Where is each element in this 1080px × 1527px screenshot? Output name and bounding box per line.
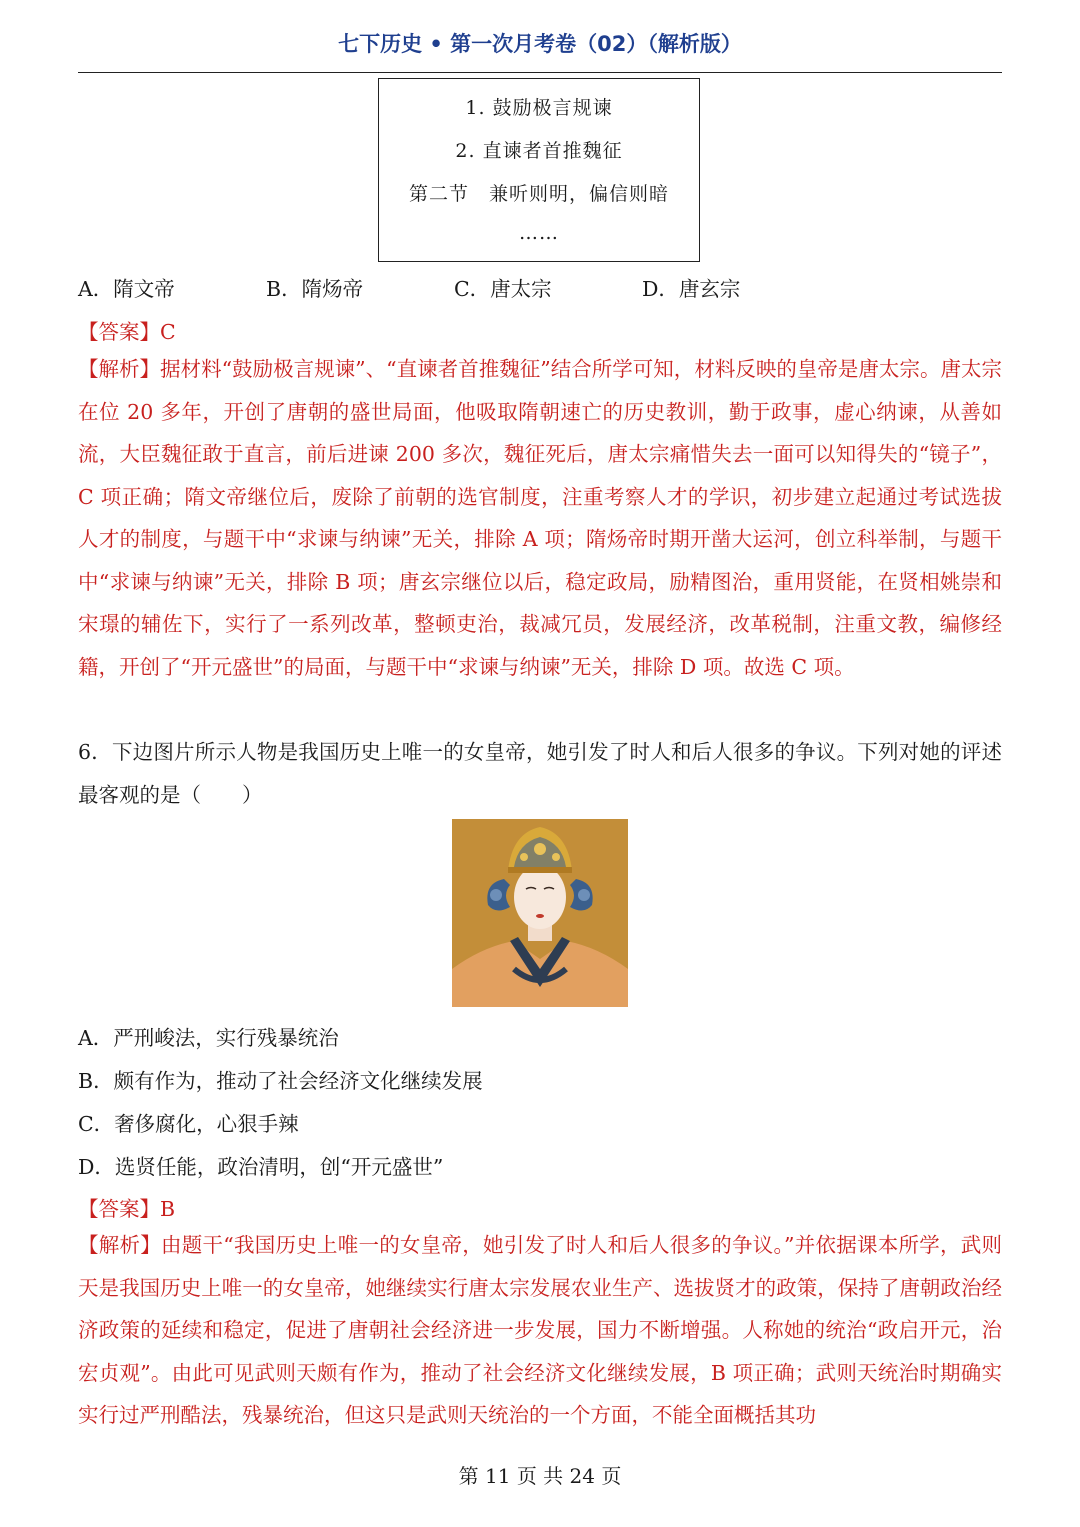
textbook-toc-box — [378, 78, 700, 262]
header-divider — [78, 72, 1002, 73]
toc-line-4: …… — [519, 222, 559, 244]
q5-option-c: C．唐太宗 — [454, 277, 552, 301]
page-number: 第 11 页 共 24 页 — [458, 1464, 622, 1488]
toc-line-2: 2. 直谏者首推魏征 — [455, 140, 623, 162]
q5-analysis: 【解析】据材料“鼓励极言规谏”、“直谏者首推魏征”结合所学可知，材料反映的皇帝是唐太宗。唐太宗在位 20 多年，开创了唐朝的盛世局面，他吸取隋朝速亡的历史教训，勤于政事，虚心纳谏，从善如流，大臣魏征敢于直言，前后进谏 200 多次，魏征死后，唐太宗痛惜失去一面可以知得失的“镜子”，C 项正确；隋文帝继位后，废除了前朝的选官制度，注重考察人才的学识，初步建立起通过考试选拔人才的制度，与题干中“求谏与纳谏”无关，排除 A 项；隋炀帝时期开凿大运河，创立科举制，与题干中“求谏与纳谏”无关，排除 B 项；唐玄宗继位以后，稳定政局，励精图治，重用贤能，在贤相姚崇和宋璟的辅佐下，实行了一系列改革，整顿吏治，裁减冗员，发展经济，改革税制，注重文教，编修经籍，开创了“开元盛世”的局面，与题干中“求谏与纳谏”无关，排除 D 项。故选 C 项。 — [78, 357, 1002, 679]
page-header-title: 七下历史 • 第一次月考卷（02）（解析版） — [338, 32, 742, 56]
toc-line-3: 第二节 兼听则明，偏信则暗 — [408, 183, 669, 205]
q5-option-d: D．唐玄宗 — [642, 277, 741, 301]
empress-wu-portrait — [452, 819, 628, 1007]
q5-option-b: B．隋炀帝 — [266, 277, 364, 301]
toc-line-1: 1. 鼓励极言规谏 — [465, 97, 613, 119]
q6-option-b: B．颇有作为，推动了社会经济文化继续发展 — [78, 1069, 483, 1093]
q5-options — [78, 272, 1002, 301]
q6-analysis: 【解析】由题干“我国历史上唯一的女皇帝，她引发了时人和后人很多的争议。”并依据课本所学，武则天是我国历史上唯一的女皇帝，她继续实行唐太宗发展农业生产、选拔贤才的政策，保持了唐朝政治经济政策的延续和稳定，促进了唐朝社会经济进一步发展，国力不断增强。人称她的统治“政启开元，治宏贞观”。由此可见武则天颇有作为，推动了社会经济文化继续发展，B 项正确；武则天统治时期确实实行过严刑酷法，残暴统治，但这只是武则天统治的一个方面，不能全面概括其功 — [78, 1233, 1002, 1427]
q6-option-a: A．严刑峻法，实行残暴统治 — [78, 1026, 339, 1050]
q6-stem: 6．下边图片所示人物是我国历史上唯一的女皇帝，她引发了时人和后人很多的争议。下列对她的评述最客观的是（ ） — [78, 740, 1002, 807]
q5-option-a: A．隋文帝 — [78, 277, 175, 301]
q6-answer: 【答案】B — [78, 1197, 176, 1221]
q6-option-c: C．奢侈腐化，心狠手辣 — [78, 1112, 299, 1136]
q5-answer: 【答案】C — [78, 320, 176, 344]
q6-option-d: D．选贤任能，政治清明，创“开元盛世” — [78, 1155, 444, 1179]
